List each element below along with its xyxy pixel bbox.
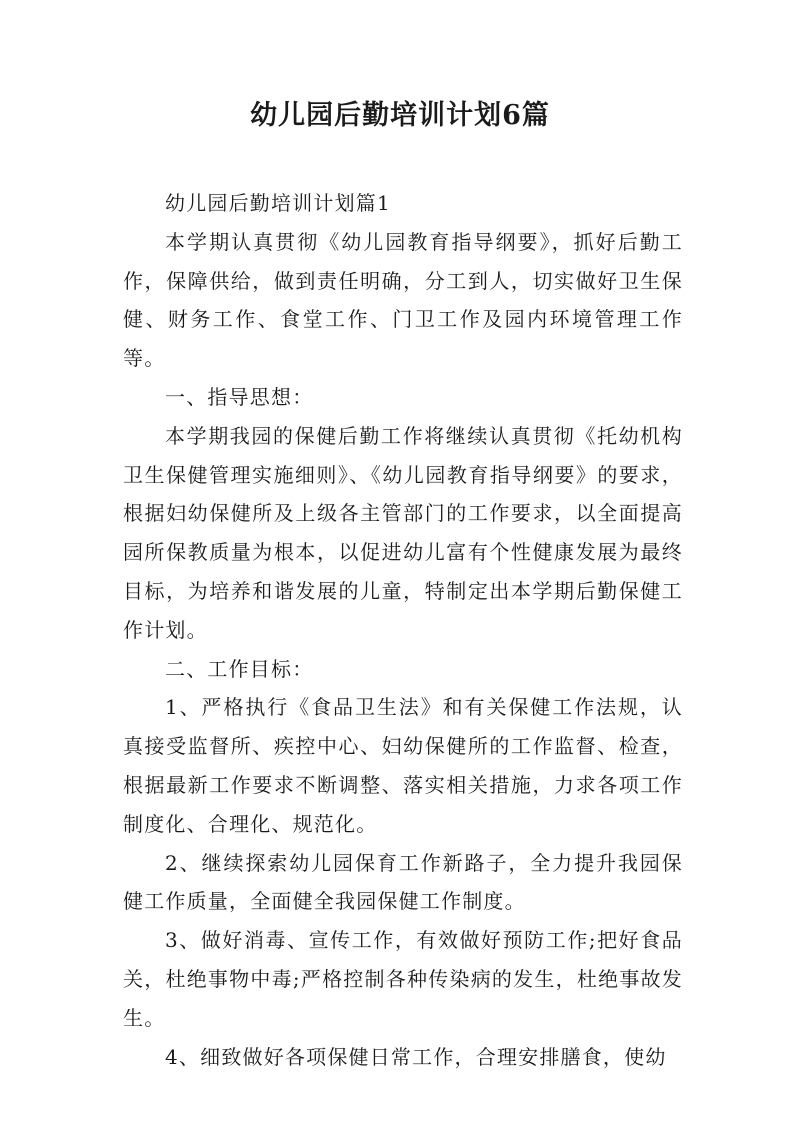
document-title: 幼儿园后勤培训计划6篇 [250,100,550,131]
document-body [123,184,683,1076]
section-heading-plan-1: 幼儿园后勤培训计划篇1 [165,191,391,215]
goal-item-2: 2、继续探索幼儿园保育工作新路子，全力提升我园保健工作质量，全面健全我园保健工作制度。 [123,850,683,914]
heading-guiding-ideology: 一、指导思想： [165,384,314,409]
goal-item-1: 1、严格执行《食品卫生法》和有关保健工作法规，认真接受监督所、疾控中心、妇幼保健所的工作监督、检查，根据最新工作要求不断调整、落实相关措施，力求各项工作制度化、合理化、规范化。 [123,695,683,836]
heading-work-goals: 二、工作目标： [165,656,314,681]
intro-paragraph: 本学期认真贯彻《幼儿园教育指导纲要》，抓好后勤工作，保障供给，做到责任明确，分工到人，切实做好卫生保健、财务工作、食堂工作、门卫工作及园内环境管理工作等。 [123,229,683,371]
goal-item-3: 3、做好消毒、宣传工作，有效做好预防工作;把好食品关，杜绝事物中毒;严格控制各种传染病的发生，杜绝事故发生。 [123,928,683,1030]
guiding-ideology-paragraph: 本学期我园的保健后勤工作将继续认真贯彻《托幼机构卫生保健管理实施细则》、《幼儿园教育指导纲要》的要求，根据妇幼保健所及上级各主管部门的工作要求，以全面提高园所保教质量为根本，以促进幼儿富有个性健康发展为最终目标，为培养和谐发展的儿童，特制定出本学期后勤保健工作计划。 [123,423,683,642]
goal-item-4: 4、细致做好各项保健日常工作，合理安排膳食，使幼 [165,1044,667,1069]
